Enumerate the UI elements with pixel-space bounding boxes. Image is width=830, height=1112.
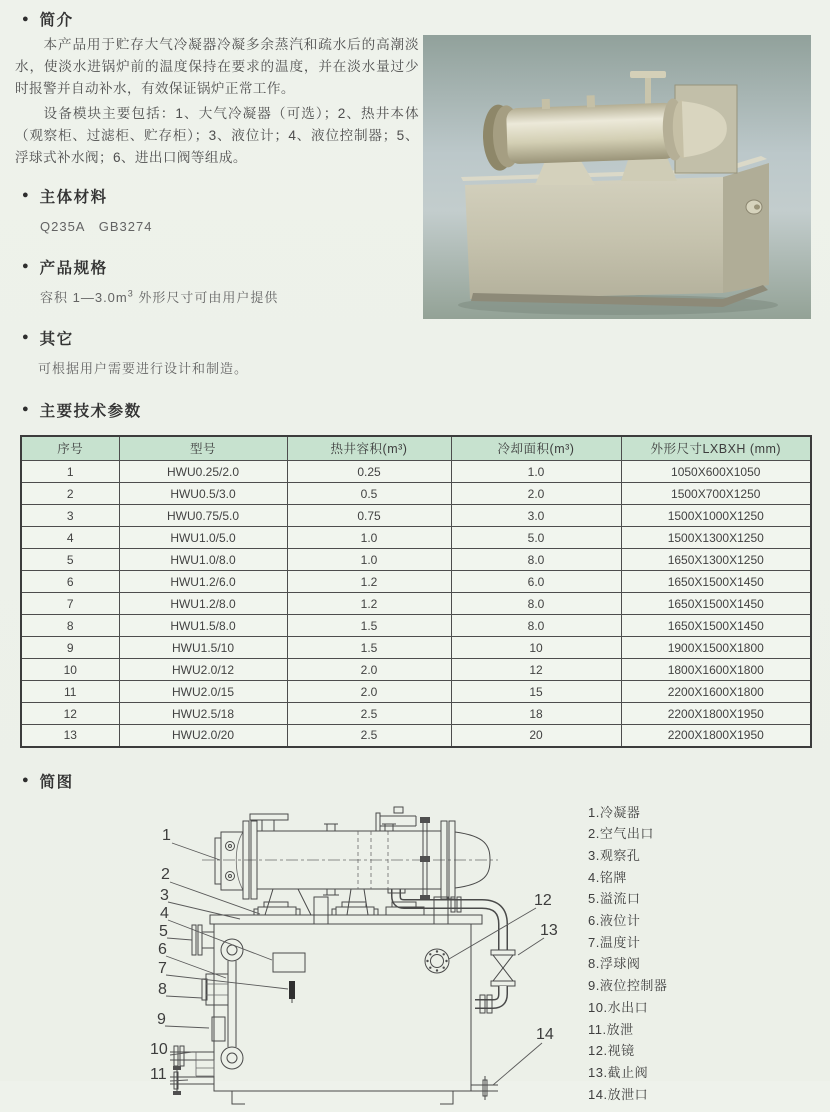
section-title-other: 其它 [39, 330, 74, 348]
cell-index: 4 [21, 527, 119, 549]
cell-index: 13 [21, 725, 119, 747]
callout-number: 6 [158, 940, 167, 958]
cell-model: HWU1.5/10 [119, 637, 287, 659]
schematic-diagram [146, 798, 578, 1112]
intro-paragraph: 本产品用于贮存大气冷凝器冷凝多余蒸汽和疏水后的高潮淡水，使淡水进锅炉前的温度保持在要求的温度，并在淡水量过少时报警并自动补水，有效保证锅炉正常工作。 [15, 37, 419, 96]
section-title-spec: 产品规格 [39, 259, 108, 277]
cell-dims: 1650X1500X1450 [621, 615, 811, 637]
section-heading-material [22, 185, 420, 207]
table-row [21, 725, 811, 747]
diagram-section [146, 798, 830, 1112]
bullet-icon: ● [22, 331, 29, 343]
specs-table [20, 435, 812, 748]
cell-area: 2.0 [451, 483, 621, 505]
table-row [21, 571, 811, 593]
cell-index: 7 [21, 593, 119, 615]
bullet-icon: ● [22, 189, 29, 201]
bullet-icon: ● [22, 12, 29, 25]
table-row [21, 593, 811, 615]
cell-volume: 0.75 [287, 505, 451, 527]
cell-dims: 2200X1600X1800 [621, 681, 811, 703]
cell-index: 2 [21, 483, 119, 505]
bullet-icon: ● [22, 260, 29, 272]
section-title-material: 主体材料 [39, 188, 108, 206]
cell-volume: 2.5 [287, 703, 451, 725]
cell-index: 10 [21, 659, 119, 681]
section-heading-params [22, 399, 830, 421]
section-title-diagram: 简图 [39, 773, 74, 791]
cell-dims: 1900X1500X1800 [621, 637, 811, 659]
cell-model: HWU2.0/15 [119, 681, 287, 703]
legend-item: 5.溢流口 [588, 891, 641, 907]
cell-area: 15 [451, 681, 621, 703]
cell-area: 6.0 [451, 571, 621, 593]
legend-item: 9.液位控制器 [588, 978, 668, 994]
callout-number: 2 [161, 865, 170, 883]
cell-area: 8.0 [451, 593, 621, 615]
callout-number: 12 [534, 891, 552, 909]
leader-lines [165, 843, 544, 1085]
header-cell-index: 序号 [21, 436, 119, 461]
bullet-icon: ● [22, 403, 29, 415]
cell-area: 10 [451, 637, 621, 659]
cell-model: HWU1.0/8.0 [119, 549, 287, 571]
cell-area: 20 [451, 725, 621, 747]
cell-dims: 1650X1300X1250 [621, 549, 811, 571]
cell-index: 3 [21, 505, 119, 527]
cell-model: HWU2.5/18 [119, 703, 287, 725]
cell-dims: 1650X1500X1450 [621, 571, 811, 593]
cell-dims: 1800X1600X1800 [621, 659, 811, 681]
header-cell-area: 冷却面积(m³) [451, 436, 621, 461]
legend-item: 14.放泄口 [588, 1086, 649, 1102]
condenser-drawing [202, 807, 498, 915]
section-heading-spec [22, 256, 420, 278]
cell-volume: 2.5 [287, 725, 451, 747]
top-section [0, 8, 830, 377]
section-heading-other [22, 327, 420, 349]
cell-area: 18 [451, 703, 621, 725]
callout-number: 8 [158, 980, 167, 998]
table-row [21, 505, 811, 527]
table-row [21, 681, 811, 703]
callout-number: 5 [159, 922, 168, 940]
cell-dims: 1500X700X1250 [621, 483, 811, 505]
section-heading-intro [22, 8, 420, 30]
left-column [0, 8, 420, 377]
cell-volume: 0.25 [287, 461, 451, 483]
section-heading-diagram [22, 770, 830, 792]
cell-volume: 1.0 [287, 527, 451, 549]
intro-paragraph: 设备模块主要包括：1、大气冷凝器（可选）；2、热井本体（观察柜、过滤柜、贮存柜）；3、液位计；4、液位控制器；5、浮球式补水阀；6、进出口阀等组成。 [15, 106, 419, 165]
header-cell-dims: 外形尺寸LXBXH (mm) [621, 436, 811, 461]
piping-drawing [388, 889, 515, 1013]
cell-volume: 1.5 [287, 615, 451, 637]
cell-volume: 2.0 [287, 659, 451, 681]
cell-index: 11 [21, 681, 119, 703]
cell-area: 1.0 [451, 461, 621, 483]
cell-model: HWU1.0/5.0 [119, 527, 287, 549]
cell-model: HWU0.25/2.0 [119, 461, 287, 483]
table-row [21, 461, 811, 483]
cell-index: 6 [21, 571, 119, 593]
table-row [21, 549, 811, 571]
cell-volume: 1.2 [287, 593, 451, 615]
cell-area: 5.0 [451, 527, 621, 549]
section-title-params: 主要技术参数 [39, 402, 142, 420]
spec-content [40, 287, 420, 306]
table-row [21, 703, 811, 725]
section-title-intro: 简介 [39, 12, 74, 29]
cell-model: HWU2.0/20 [119, 725, 287, 747]
table-row [21, 615, 811, 637]
cell-index: 8 [21, 615, 119, 637]
cell-model: HWU0.75/5.0 [119, 505, 287, 527]
cell-model: HWU0.5/3.0 [119, 483, 287, 505]
product-photo [423, 35, 811, 319]
cell-area: 8.0 [451, 549, 621, 571]
callout-number: 7 [158, 959, 167, 977]
callout-number: 1 [162, 826, 171, 844]
cell-model: HWU2.0/12 [119, 659, 287, 681]
cell-model: HWU1.2/8.0 [119, 593, 287, 615]
cell-volume: 1.2 [287, 571, 451, 593]
callout-number: 4 [160, 904, 169, 922]
cell-dims: 1050X600X1050 [621, 461, 811, 483]
legend-item: 3.观察孔 [588, 847, 641, 863]
table-row [21, 659, 811, 681]
cell-area: 8.0 [451, 615, 621, 637]
cell-area: 3.0 [451, 505, 621, 527]
legend-item: 6.液位计 [588, 913, 641, 929]
cell-dims: 1500X1300X1250 [621, 527, 811, 549]
legend-item: 2.空气出口 [588, 826, 654, 842]
cell-dims: 2200X1800X1950 [621, 703, 811, 725]
cell-dims: 1500X1000X1250 [621, 505, 811, 527]
callout-number: 10 [150, 1040, 168, 1058]
spec-rest: 外形尺寸可由用户提供 [133, 289, 279, 305]
cell-index: 1 [21, 461, 119, 483]
legend-item: 7.温度计 [588, 934, 641, 950]
cell-volume: 1.5 [287, 637, 451, 659]
callout-number: 3 [160, 886, 169, 904]
legend-item: 12.视镜 [588, 1043, 635, 1059]
legend-item: 10.水出口 [588, 999, 649, 1015]
header-cell-model: 型号 [119, 436, 287, 461]
cell-volume: 0.5 [287, 483, 451, 505]
legend-item: 1.冷凝器 [588, 804, 641, 820]
cell-volume: 1.0 [287, 549, 451, 571]
cell-index: 5 [21, 549, 119, 571]
table-row [21, 527, 811, 549]
bullet-icon: ● [22, 774, 29, 786]
spec-sup: 3 [127, 288, 134, 299]
cell-model: HWU1.2/6.0 [119, 571, 287, 593]
callout-number: 9 [157, 1010, 166, 1028]
spec-value: 容积 1—3.0m [40, 289, 128, 305]
cell-dims: 2200X1800X1950 [621, 725, 811, 747]
product-photo-svg [423, 35, 811, 319]
legend-item: 13.截止阀 [588, 1064, 649, 1080]
cell-area: 12 [451, 659, 621, 681]
cell-volume: 2.0 [287, 681, 451, 703]
header-cell-volume: 热井容积(m³) [287, 436, 451, 461]
cell-index: 9 [21, 637, 119, 659]
diagram-legend [588, 802, 667, 1112]
legend-item: 8.浮球阀 [588, 956, 641, 972]
callout-number: 11 [150, 1065, 167, 1083]
table-row [21, 637, 811, 659]
legend-item: 11.放泄 [588, 1021, 634, 1037]
table-row [21, 483, 811, 505]
legend-item: 4.铭牌 [588, 869, 627, 885]
table-header-row [21, 436, 811, 461]
callout-number: 14 [536, 1025, 554, 1043]
cell-dims: 1650X1500X1450 [621, 593, 811, 615]
cell-model: HWU1.5/8.0 [119, 615, 287, 637]
tank-drawing [170, 897, 498, 1104]
material-content: Q235A GB3274 [40, 218, 153, 234]
cell-index: 12 [21, 703, 119, 725]
other-content: 可根据用户需要进行设计和制造。 [38, 360, 249, 376]
callout-number: 13 [540, 921, 558, 939]
